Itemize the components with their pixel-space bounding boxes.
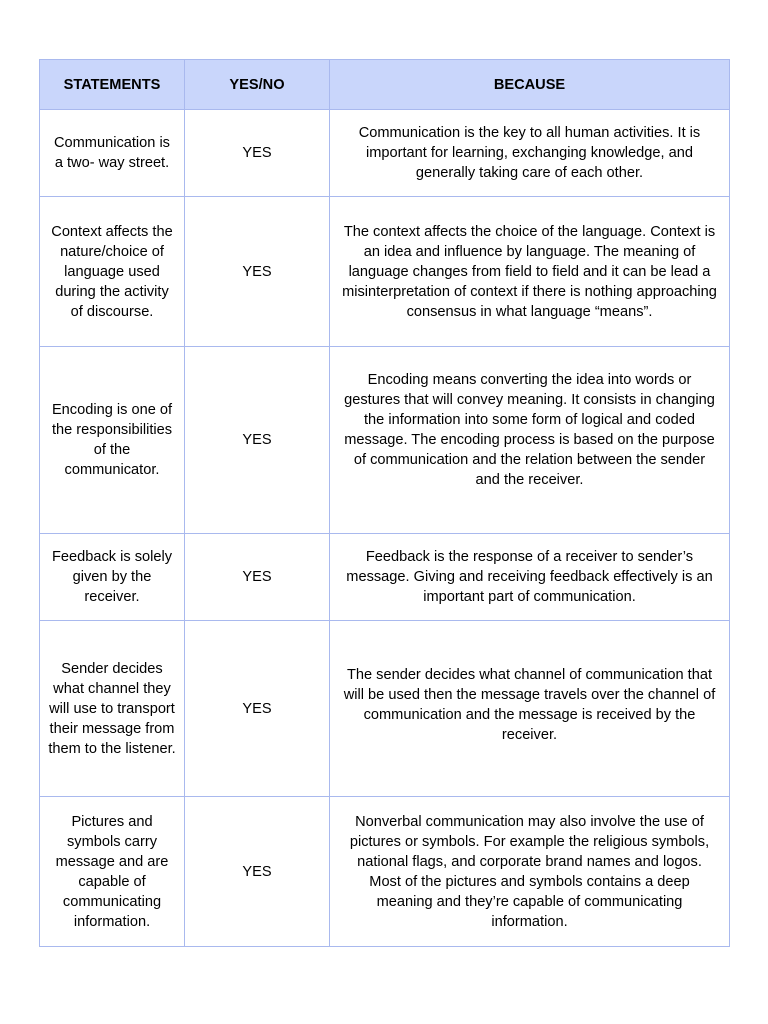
answer-cell: YES xyxy=(185,347,330,534)
table-header-row xyxy=(40,60,730,110)
because-cell: The context affects the choice of the language. Context is an idea and influence by language. The meaning of language changes from field to field and it can be lead a misinterpretation of context if there is nothing approaching consensus in what language “means”. xyxy=(330,197,730,347)
because-cell: The sender decides what channel of communication that will be used then the message travels over the channel of communication and the message is received by the receiver. xyxy=(330,621,730,797)
statement-cell: Context affects the nature/choice of language used during the activity of discourse. xyxy=(40,197,185,347)
answer-cell: YES xyxy=(185,797,330,947)
table-row xyxy=(40,621,730,797)
table-row xyxy=(40,347,730,534)
because-cell: Communication is the key to all human activities. It is important for learning, exchanging knowledge, and generally taking care of each other. xyxy=(330,110,730,197)
because-cell: Encoding means converting the idea into words or gestures that will convey meaning. It consists in changing the information into some form of logical and coded message. The encoding process is based on the purpose of communication and the relation between the sender and the receiver. xyxy=(330,347,730,534)
because-cell: Nonverbal communication may also involve the use of pictures or symbols. For example the religious symbols, national flags, and corporate brand names and logos. Most of the pictures and symbols contains a deep meaning and they’re capable of communicating information. xyxy=(330,797,730,947)
table-row xyxy=(40,110,730,197)
statements-table xyxy=(39,59,730,947)
table-row xyxy=(40,197,730,347)
header-yes-no: YES/NO xyxy=(185,60,330,110)
because-cell: Feedback is the response of a receiver to sender’s message. Giving and receiving feedback effectively is an important part of communication. xyxy=(330,534,730,621)
answer-cell: YES xyxy=(185,110,330,197)
header-because: BECAUSE xyxy=(330,60,730,110)
answer-cell: YES xyxy=(185,197,330,347)
statement-cell: Communication is a two- way street. xyxy=(40,110,185,197)
table-row xyxy=(40,534,730,621)
table-row xyxy=(40,797,730,947)
statement-cell: Sender decides what channel they will use to transport their message from them to the listener. xyxy=(40,621,185,797)
statement-cell: Pictures and symbols carry message and are capable of communicating information. xyxy=(40,797,185,947)
header-statements: STATEMENTS xyxy=(40,60,185,110)
statement-cell: Feedback is solely given by the receiver. xyxy=(40,534,185,621)
answer-cell: YES xyxy=(185,534,330,621)
answer-cell: YES xyxy=(185,621,330,797)
statement-cell: Encoding is one of the responsibilities of the communicator. xyxy=(40,347,185,534)
statements-table-container xyxy=(39,59,729,947)
